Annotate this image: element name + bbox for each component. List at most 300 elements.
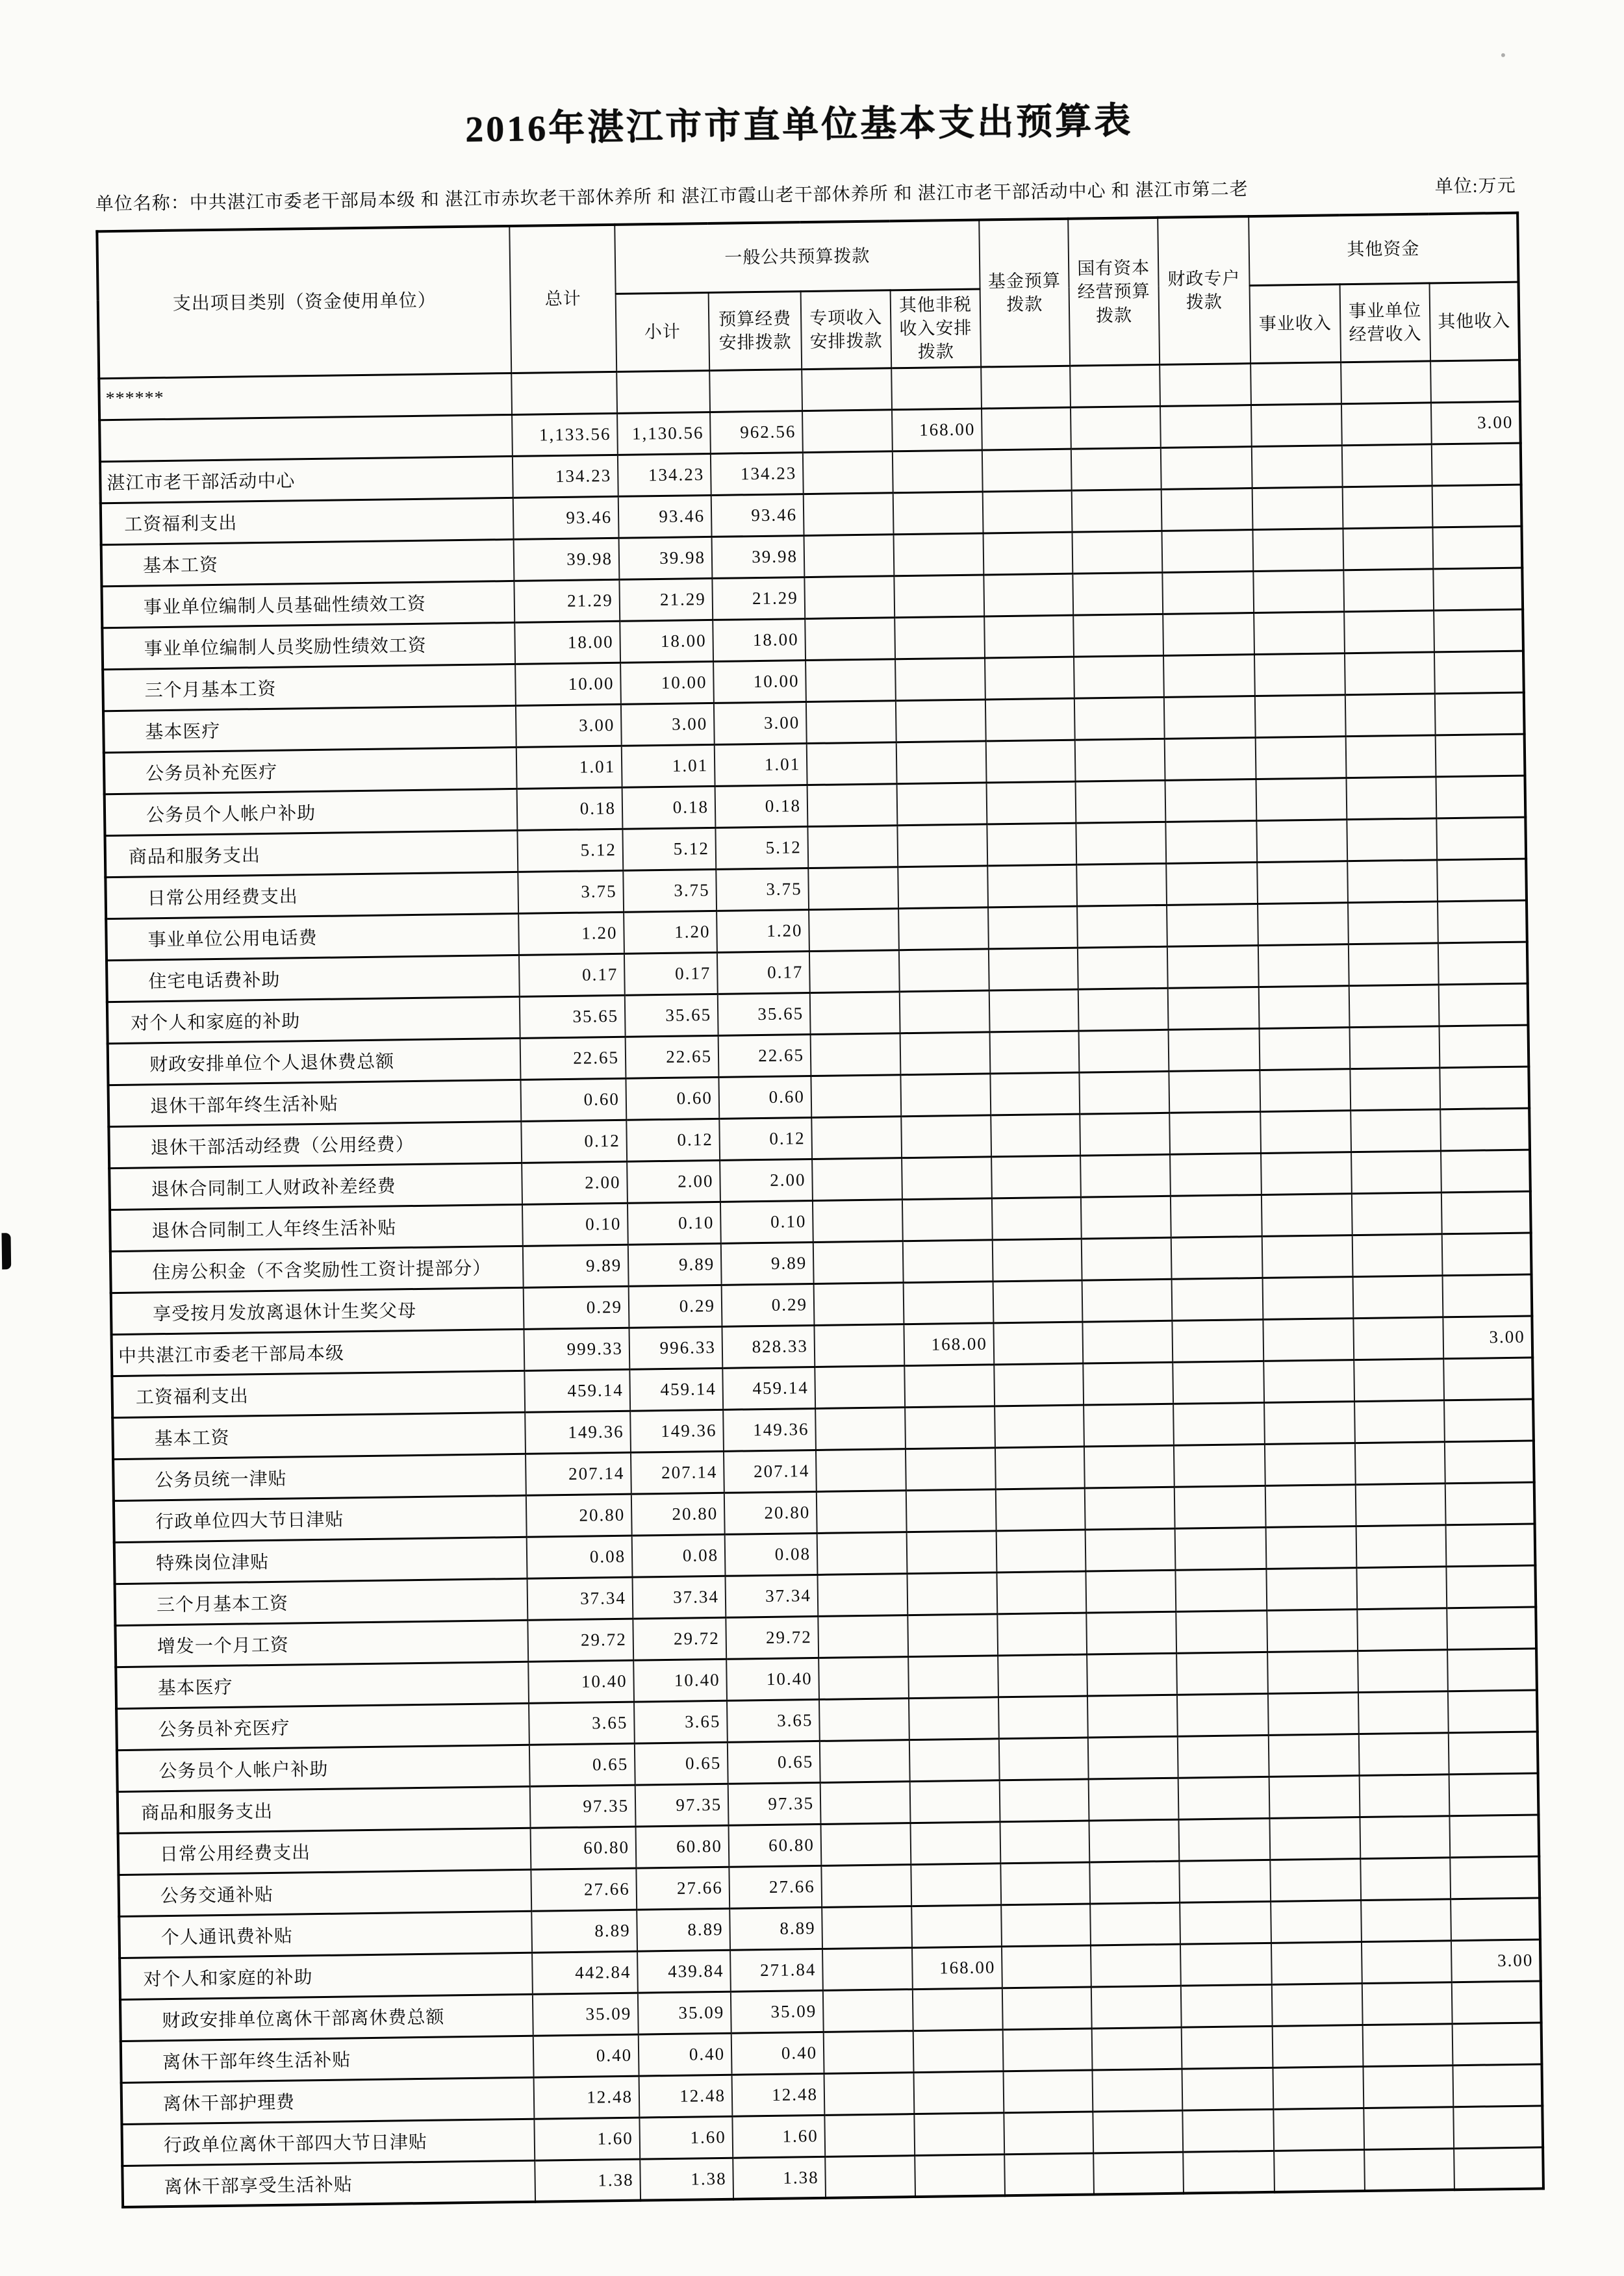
- row-value: [1440, 1067, 1529, 1109]
- row-label: 退休合同制工人年终生活补贴: [110, 1204, 523, 1251]
- row-value: 8.89: [730, 1907, 822, 1950]
- row-value: [891, 367, 982, 410]
- row-value: [1171, 1236, 1263, 1279]
- page-title: 2016年湛江市市直单位基本支出预算表: [464, 101, 1134, 150]
- row-value: [1452, 1981, 1542, 2024]
- row-value: [986, 740, 1076, 783]
- row-value: 442.84: [532, 1951, 638, 1994]
- row-label: 退休合同制工人财政补差经费: [109, 1163, 522, 1209]
- row-value: [996, 1488, 1085, 1531]
- row-value: 0.10: [522, 1203, 628, 1246]
- row-value: [1251, 404, 1342, 447]
- row-value: [1448, 1690, 1538, 1733]
- row-value: 0.17: [717, 951, 810, 994]
- row-value: 3.75: [623, 869, 717, 912]
- row-value: 9.89: [721, 1242, 814, 1285]
- row-label: 公务员统一津贴: [113, 1454, 526, 1500]
- row-value: [823, 1989, 913, 2032]
- row-value: [1345, 694, 1436, 737]
- row-value: [905, 1406, 995, 1449]
- row-value: 35.65: [718, 993, 811, 1035]
- row-value: [1446, 1565, 1536, 1608]
- row-value: [812, 1158, 902, 1201]
- row-value: [1082, 1237, 1172, 1280]
- row-value: [813, 1241, 904, 1284]
- table-body: [99, 360, 1543, 2207]
- row-value: [1442, 1233, 1532, 1276]
- row-value: [1164, 696, 1256, 739]
- row-label: 离休干部护理费: [121, 2077, 535, 2124]
- row-value: 3.00: [621, 703, 715, 746]
- row-value: 0.40: [639, 2033, 732, 2076]
- row-value: [1172, 1278, 1263, 1321]
- row-value: 1.60: [732, 2115, 825, 2158]
- row-value: 0.12: [719, 1117, 812, 1160]
- row-value: 134.23: [513, 455, 618, 498]
- row-value: [1258, 944, 1349, 987]
- row-value: [802, 368, 892, 411]
- row-value: [907, 1573, 997, 1615]
- row-value: [981, 366, 1071, 409]
- row-value: [1172, 1319, 1263, 1362]
- row-value: [911, 1905, 1002, 1948]
- row-value: [1269, 1817, 1360, 1860]
- row-value: [893, 450, 983, 493]
- row-value: [1178, 1818, 1270, 1861]
- row-value: 271.84: [730, 1949, 823, 1992]
- row-label: 个人通讯费补贴: [119, 1911, 532, 1958]
- row-value: [901, 1115, 991, 1158]
- row-value: [814, 1324, 904, 1367]
- row-value: [902, 1157, 992, 1200]
- row-value: [807, 742, 897, 785]
- row-value: [994, 1363, 1084, 1406]
- row-value: 60.80: [531, 1827, 637, 1869]
- row-value: [1180, 1901, 1271, 1944]
- row-value: [1341, 403, 1432, 446]
- row-value: 1.01: [715, 743, 807, 786]
- row-value: [1353, 1317, 1443, 1360]
- row-value: 39.98: [712, 535, 805, 578]
- row-value: 0.10: [720, 1200, 813, 1243]
- row-value: [804, 493, 894, 536]
- row-value: [913, 2030, 1004, 2073]
- header-category: 支出项目类别（资金使用单位）: [97, 226, 511, 379]
- row-value: [1438, 942, 1528, 985]
- row-value: [1360, 1858, 1451, 1901]
- row-value: [1003, 2029, 1093, 2071]
- row-value: 1,130.56: [617, 412, 711, 455]
- row-value: [1174, 1486, 1266, 1528]
- row-value: [1177, 1693, 1269, 1736]
- row-value: [1092, 2069, 1182, 2112]
- row-value: 29.72: [726, 1616, 818, 1659]
- row-label: 离休干部年终生活补贴: [121, 2036, 534, 2082]
- row-value: 2.00: [627, 1160, 720, 1203]
- row-value: 12.48: [534, 2076, 640, 2119]
- row-value: [983, 532, 1073, 575]
- row-value: [1453, 2023, 1542, 2066]
- row-value: 10.40: [528, 1660, 634, 1703]
- row-value: 39.98: [619, 537, 713, 579]
- row-value: [815, 1407, 906, 1450]
- row-value: [895, 658, 985, 701]
- row-value: [1181, 1984, 1273, 2027]
- row-value: 21.29: [712, 577, 805, 620]
- header-general-group: 一般公共预算拨款: [615, 220, 980, 294]
- row-value: 1.38: [535, 2159, 641, 2202]
- header-budget-funds: 预算经费安排拨款: [709, 291, 802, 370]
- row-value: 999.33: [524, 1328, 629, 1371]
- row-value: [1160, 405, 1252, 448]
- row-value: 0.60: [520, 1078, 626, 1121]
- row-value: 12.48: [732, 2073, 825, 2116]
- row-value: [1078, 988, 1169, 1031]
- row-value: 459.14: [722, 1367, 815, 1410]
- row-label: 日常公用经费支出: [105, 872, 518, 918]
- row-value: [824, 2072, 915, 2115]
- row-value: [896, 741, 987, 784]
- row-value: [906, 1489, 996, 1532]
- row-value: [1268, 1692, 1359, 1735]
- row-value: [804, 535, 894, 577]
- row-value: [1071, 406, 1161, 449]
- budget-table: [95, 212, 1545, 2209]
- row-value: 0.60: [626, 1077, 719, 1120]
- row-value: 10.00: [620, 661, 714, 704]
- row-value: [821, 1823, 911, 1865]
- row-value: [1250, 362, 1341, 405]
- row-value: [1167, 904, 1258, 946]
- row-label: 工资福利支出: [101, 498, 514, 544]
- row-value: 10.00: [713, 660, 806, 703]
- row-value: [1436, 734, 1525, 777]
- row-value: [1351, 1151, 1441, 1194]
- row-value: [1080, 1113, 1170, 1156]
- row-value: 8.89: [531, 1910, 637, 1953]
- row-value: [1360, 1775, 1450, 1817]
- row-value: [1002, 1945, 1091, 1988]
- row-value: [997, 1613, 1087, 1656]
- row-value: [900, 1074, 991, 1117]
- row-value: [1444, 1399, 1534, 1442]
- row-value: [824, 2030, 914, 2073]
- row-value: 2.00: [720, 1159, 813, 1202]
- row-value: [914, 2071, 1004, 2114]
- row-value: [813, 1200, 903, 1243]
- row-value: 29.72: [527, 1619, 633, 1662]
- unit-names-label: 单位名称：: [95, 193, 190, 215]
- row-value: [1078, 946, 1168, 989]
- row-value: 3.00: [714, 702, 807, 744]
- row-value: 3.00: [1443, 1316, 1532, 1359]
- row-value: 207.14: [631, 1451, 724, 1494]
- row-value: [1343, 569, 1434, 612]
- row-value: [1446, 1524, 1536, 1567]
- row-value: 3.65: [727, 1699, 820, 1742]
- row-value: [1273, 2066, 1364, 2109]
- row-label: 享受按月发放离退休计生奖父母: [111, 1287, 524, 1334]
- row-value: [1443, 1274, 1532, 1317]
- row-value: 0.29: [524, 1286, 629, 1329]
- row-value: [989, 989, 1079, 1032]
- row-value: [1254, 653, 1345, 696]
- header-state-capital: 国有资本经营预算拨款: [1068, 218, 1160, 366]
- row-value: [1077, 905, 1167, 948]
- row-value: 962.56: [710, 411, 803, 453]
- row-value: 22.65: [626, 1035, 719, 1078]
- row-value: [1361, 1899, 1451, 1942]
- row-value: 1.01: [516, 746, 622, 789]
- row-value: [820, 1739, 910, 1782]
- row-value: [1349, 943, 1439, 986]
- row-value: [1260, 1068, 1351, 1111]
- row-value: [1252, 446, 1343, 488]
- row-value: [1263, 1318, 1354, 1361]
- row-value: [907, 1531, 997, 1574]
- scan-artifact-blob: [1, 1233, 11, 1269]
- row-value: [1075, 739, 1165, 781]
- row-value: [991, 1114, 1080, 1157]
- table-header: [97, 213, 1519, 379]
- row-value: [1269, 1775, 1360, 1818]
- row-value: 35.09: [638, 1992, 731, 2034]
- row-value: [1436, 776, 1525, 818]
- row-value: [1165, 737, 1256, 780]
- row-label: 事业单位编制人员基础性绩效工资: [101, 581, 514, 627]
- row-value: 134.23: [711, 452, 804, 495]
- row-value: [911, 1864, 1001, 1906]
- row-value: 27.66: [531, 1868, 637, 1911]
- row-label: 中共湛江市委老干部局本级: [112, 1329, 525, 1376]
- row-value: [1453, 2106, 1543, 2149]
- row-value: 439.84: [637, 1950, 731, 1993]
- row-value: [1161, 529, 1253, 572]
- row-value: 9.89: [523, 1245, 629, 1287]
- row-value: [896, 700, 986, 742]
- row-value: [1441, 1150, 1530, 1193]
- row-value: [894, 533, 984, 576]
- row-value: 1.60: [639, 2116, 733, 2159]
- row-value: [1443, 1358, 1533, 1400]
- row-label: 对个人和家庭的补助: [107, 996, 520, 1043]
- row-label: 湛江市老干部活动中心: [100, 456, 513, 503]
- row-value: [1253, 570, 1344, 613]
- row-value: 18.00: [620, 620, 713, 663]
- row-value: 0.12: [521, 1120, 627, 1163]
- row-value: [993, 1322, 1083, 1365]
- row-value: [1175, 1569, 1267, 1612]
- row-value: 35.65: [520, 995, 626, 1038]
- row-value: 0.65: [529, 1743, 635, 1786]
- row-value: [1272, 1983, 1363, 2026]
- row-value: [894, 575, 984, 618]
- row-value: [1449, 1732, 1538, 1775]
- row-label: 特殊岗位津贴: [114, 1537, 527, 1584]
- row-value: [1267, 1609, 1358, 1652]
- row-value: [898, 907, 989, 950]
- row-value: [1439, 983, 1529, 1026]
- row-value: 39.98: [514, 538, 620, 581]
- row-value: [1084, 1445, 1174, 1488]
- row-value: [811, 1075, 901, 1118]
- scan-artifact-speck: [1501, 53, 1505, 57]
- row-value: [909, 1739, 1000, 1782]
- row-value: [1362, 1941, 1452, 1984]
- row-label: 商品和服务支出: [118, 1786, 531, 1833]
- row-label: 事业单位公用电话费: [106, 913, 519, 960]
- row-value: 20.80: [724, 1491, 817, 1534]
- row-value: [900, 1032, 991, 1075]
- row-value: 9.89: [628, 1243, 722, 1286]
- row-value: 149.36: [723, 1408, 816, 1451]
- row-value: 0.40: [533, 2034, 639, 2077]
- row-value: 93.46: [513, 496, 619, 539]
- row-value: [983, 574, 1073, 616]
- row-value: [1072, 572, 1163, 615]
- row-value: [908, 1656, 998, 1699]
- row-value: [814, 1282, 904, 1325]
- row-value: [1091, 1986, 1182, 2029]
- row-value: [1347, 860, 1438, 903]
- row-value: 0.29: [722, 1283, 815, 1326]
- row-value: [910, 1822, 1000, 1865]
- row-value: [991, 1156, 1081, 1198]
- row-value: 0.08: [725, 1533, 818, 1576]
- row-label: 基本工资: [112, 1412, 526, 1459]
- row-value: [1085, 1570, 1176, 1613]
- row-value: [893, 492, 983, 535]
- row-value: 20.80: [631, 1493, 725, 1536]
- row-value: 97.35: [635, 1784, 729, 1827]
- row-label: 公务员个人帐户补助: [105, 789, 518, 835]
- row-value: [982, 407, 1071, 450]
- row-value: [1447, 1607, 1536, 1650]
- row-value: 1.20: [624, 911, 717, 954]
- row-label: 三个月基本工资: [103, 664, 516, 711]
- row-value: 22.65: [718, 1034, 811, 1077]
- row-value: [1168, 987, 1260, 1030]
- row-value: [811, 1117, 902, 1159]
- row-value: [1260, 1110, 1351, 1153]
- row-value: [906, 1448, 996, 1491]
- row-value: [1359, 1733, 1449, 1776]
- row-value: [998, 1654, 1087, 1697]
- row-value: [809, 909, 899, 952]
- row-value: [1341, 361, 1431, 404]
- row-value: 93.46: [618, 495, 712, 538]
- row-value: [1364, 2107, 1454, 2150]
- row-value: [1262, 1193, 1352, 1236]
- row-value: [1342, 444, 1432, 487]
- row-value: [1450, 1856, 1540, 1899]
- row-value: [1445, 1482, 1535, 1525]
- row-value: [1348, 902, 1438, 944]
- row-value: 149.36: [630, 1410, 724, 1452]
- row-value: 0.10: [628, 1202, 721, 1245]
- row-label: 增发一个月工资: [115, 1620, 528, 1667]
- row-value: [1072, 531, 1163, 574]
- row-value: [1358, 1691, 1449, 1734]
- row-label: 公务员补充医疗: [104, 747, 517, 794]
- row-value: [1263, 1276, 1354, 1319]
- row-value: [898, 866, 988, 909]
- unit-names-line: [95, 175, 1248, 216]
- row-value: [1165, 820, 1257, 863]
- row-value: [1354, 1400, 1445, 1443]
- row-value: [1353, 1276, 1443, 1319]
- row-value: [1355, 1442, 1445, 1485]
- row-value: [995, 1447, 1085, 1489]
- row-value: [1160, 363, 1251, 406]
- row-value: 3.65: [529, 1702, 635, 1745]
- row-value: 207.14: [724, 1450, 817, 1493]
- header-other-income: 其他收入: [1430, 282, 1520, 361]
- row-value: 37.34: [527, 1577, 633, 1620]
- row-value: [1256, 737, 1347, 779]
- row-value: 8.89: [637, 1908, 730, 1951]
- row-value: [1079, 1030, 1169, 1072]
- row-value: [1356, 1484, 1446, 1526]
- row-value: [1271, 1900, 1362, 1943]
- row-value: 60.80: [729, 1824, 822, 1867]
- row-label: 事业单位编制人员奖励性绩效工资: [102, 622, 515, 669]
- row-value: [1252, 529, 1343, 572]
- row-value: [806, 659, 896, 702]
- row-value: [1449, 1773, 1539, 1816]
- row-value: 10.40: [633, 1659, 727, 1702]
- row-value: [811, 1033, 901, 1076]
- row-value: [1346, 735, 1436, 778]
- row-value: 10.40: [726, 1658, 819, 1701]
- meta-row: [95, 171, 1516, 216]
- row-value: 2.00: [522, 1161, 628, 1204]
- row-value: [904, 1365, 995, 1408]
- row-value: 18.00: [514, 621, 620, 664]
- row-value: [1447, 1649, 1537, 1691]
- row-value: [1432, 526, 1522, 569]
- row-value: [1002, 1987, 1092, 2030]
- row-value: [511, 372, 617, 414]
- row-value: [907, 1614, 998, 1657]
- row-value: [810, 992, 900, 1035]
- row-value: [990, 1031, 1080, 1074]
- row-value: [988, 906, 1078, 949]
- row-value: [805, 618, 895, 661]
- row-value: [904, 1282, 994, 1324]
- row-value: [815, 1365, 905, 1408]
- row-value: [1261, 1152, 1352, 1195]
- row-value: [1000, 1779, 1089, 1822]
- row-value: 0.17: [519, 954, 625, 996]
- row-value: [1087, 1653, 1177, 1696]
- row-value: 97.35: [530, 1785, 636, 1828]
- row-value: [1256, 778, 1347, 821]
- row-value: [1435, 692, 1525, 735]
- row-value: [1169, 1028, 1260, 1071]
- row-value: [1182, 2109, 1274, 2152]
- row-label: 对个人和家庭的补助: [120, 1953, 533, 1999]
- row-value: [1092, 2027, 1182, 2070]
- row-value: [1083, 1362, 1173, 1405]
- row-value: [1093, 2152, 1184, 2195]
- row-value: 21.29: [619, 578, 713, 621]
- row-value: [1350, 1026, 1440, 1069]
- row-value: 27.66: [636, 1867, 730, 1910]
- row-value: [899, 949, 989, 992]
- row-value: [987, 781, 1076, 824]
- row-value: 149.36: [525, 1411, 631, 1454]
